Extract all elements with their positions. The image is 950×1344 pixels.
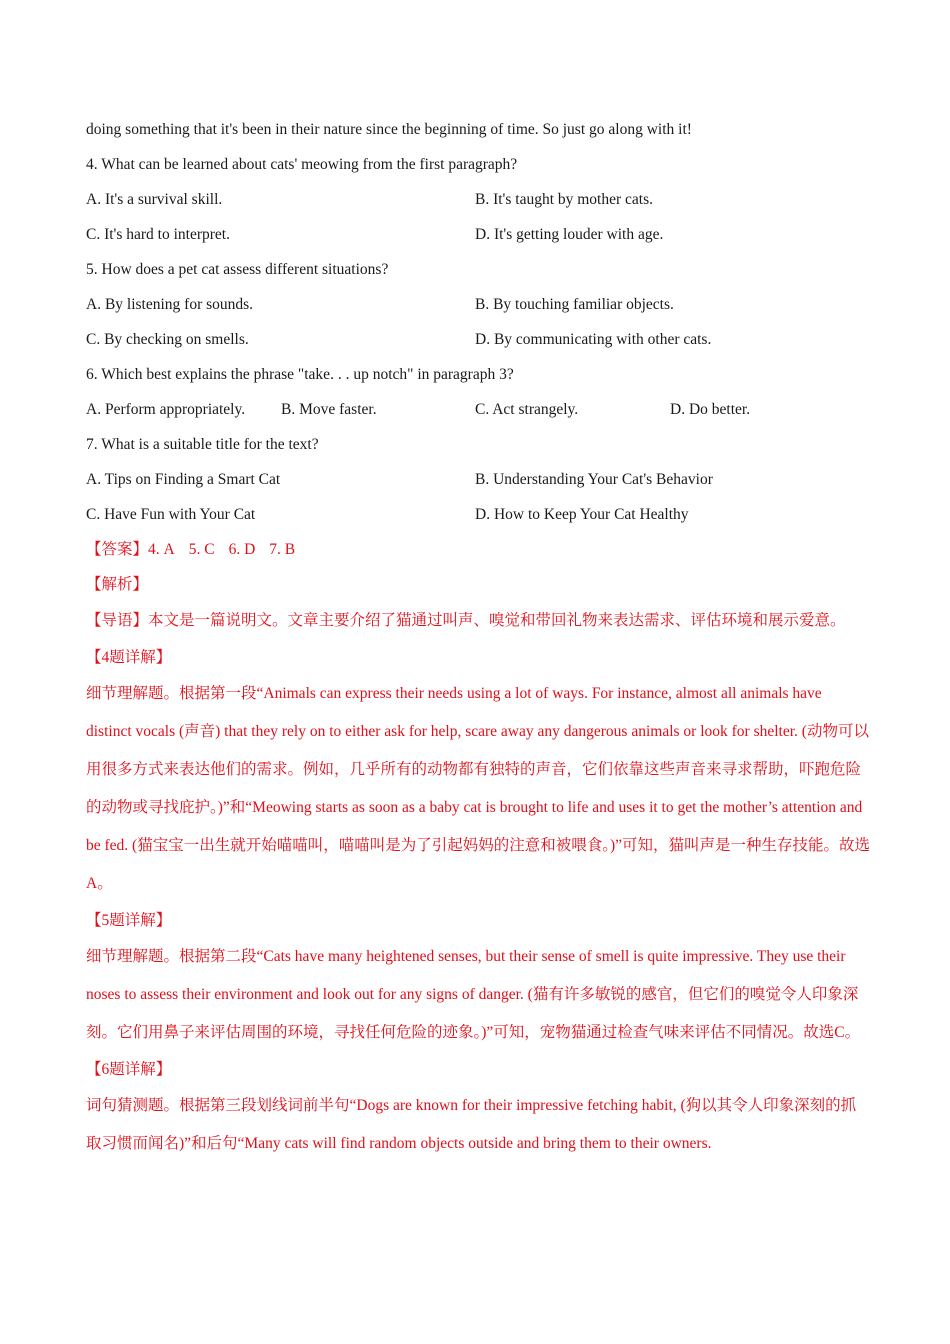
answer-line	[86, 532, 870, 567]
question-5-option-c: C. By checking on smells.	[86, 331, 249, 348]
question-6-option-c: C. Act strangely.	[475, 401, 579, 418]
question-6-option-a: A. Perform appropriately.	[86, 401, 246, 418]
question-5-option-a: A. By listening for sounds.	[86, 296, 254, 313]
question-7-option-d: D. How to Keep Your Cat Healthy	[475, 506, 689, 523]
question-4-option-a: A. It's a survival skill.	[86, 191, 223, 208]
detail-6-heading: 【6题详解】	[86, 1061, 172, 1078]
answer-item: 5. C	[188, 541, 215, 558]
passage-continuation: doing something that it's been in their nature since the beginning of time. So just go along with it!	[86, 121, 692, 138]
question-5-option-b: B. By touching familiar objects.	[475, 296, 674, 313]
detail-4-text: 细节理解题。根据第一段“Animals can express their needs using a lot of ways. For instance, almost all animals have distinct vocals (声音) that they rely on to either ask for help, scare away any dangerous animals or look for shelter. (动物可以用很多方式来表达他们的需求。例如，几乎所有的动物都有独特的声音，它们依靠这些声音来寻求帮助，吓跑危险的动物或寻找庇护。)”和“Meowing starts as soon as a baby cat is brought to life and uses it to get the mother’s attention and be fed. (猫宝宝一出生就开始喵喵叫，喵喵叫是为了引起妈妈的注意和被喂食。)”可知，猫叫声是一种生存技能。故选A。	[86, 685, 871, 892]
question-6-options-row	[86, 392, 870, 427]
question-4-option-d: D. It's getting louder with age.	[475, 226, 664, 243]
detail-6-text: 词句猜测题。根据第三段划线词前半句“Dogs are known for their impressive fetching habit, (狗以其令人印象深刻的抓取习惯而闻名)”和后句“Many cats will find random objects outside and bring them to their owners.	[86, 1097, 857, 1152]
question-7-option-b: B. Understanding Your Cat's Behavior	[475, 471, 713, 488]
document-page	[86, 112, 870, 1163]
guide-label: 【导语】	[86, 612, 149, 629]
analysis-heading: 【解析】	[86, 576, 149, 593]
question-4-options-row-2	[86, 217, 870, 252]
question-7-stem: 7. What is a suitable title for the text?	[86, 436, 319, 453]
question-4-option-c: C. It's hard to interpret.	[86, 226, 230, 243]
detail-5-heading: 【5题详解】	[86, 912, 172, 929]
guide-paragraph	[86, 602, 870, 640]
question-4-option-b: B. It's taught by mother cats.	[475, 191, 654, 208]
question-7-option-c: C. Have Fun with Your Cat	[86, 506, 256, 523]
question-7-options-row-2	[86, 497, 870, 532]
answer-item: 7. B	[269, 541, 296, 558]
answer-item: 4. A	[148, 541, 175, 558]
question-6-option-b: B. Move faster.	[281, 401, 377, 418]
detail-5-text: 细节理解题。根据第二段“Cats have many heightened senses, but their sense of smell is quite impressive. They use their noses to assess their environment and look out for any signs of danger. (猫有许多敏锐的感官，但它们的嗅觉令人印象深刻。它们用鼻子来评估周围的环境，寻找任何危险的迹象。)”可知，宠物猫通过检查气味来评估不同情况。故选C。	[86, 948, 861, 1041]
question-6-option-d: D. Do better.	[670, 401, 751, 418]
question-5-options-row-1	[86, 287, 870, 322]
question-5-option-d: D. By communicating with other cats.	[475, 331, 712, 348]
question-6-stem: 6. Which best explains the phrase "take. . . up notch" in paragraph 3?	[86, 366, 514, 383]
answer-label: 【答案】	[86, 541, 149, 558]
question-5-options-row-2	[86, 322, 870, 357]
guide-text: 本文是一篇说明文。文章主要介绍了猫通过叫声、嗅觉和带回礼物来表达需求、评估环境和展示爱意。	[148, 612, 846, 629]
question-4-options-row-1	[86, 182, 870, 217]
question-7-options-row-1	[86, 462, 870, 497]
answer-item: 6. D	[228, 541, 256, 558]
question-5-stem: 5. How does a pet cat assess different situations?	[86, 261, 389, 278]
detail-4-heading: 【4题详解】	[86, 649, 172, 666]
question-7-option-a: A. Tips on Finding a Smart Cat	[86, 471, 281, 488]
question-4-stem: 4. What can be learned about cats' meowing from the first paragraph?	[86, 156, 518, 173]
